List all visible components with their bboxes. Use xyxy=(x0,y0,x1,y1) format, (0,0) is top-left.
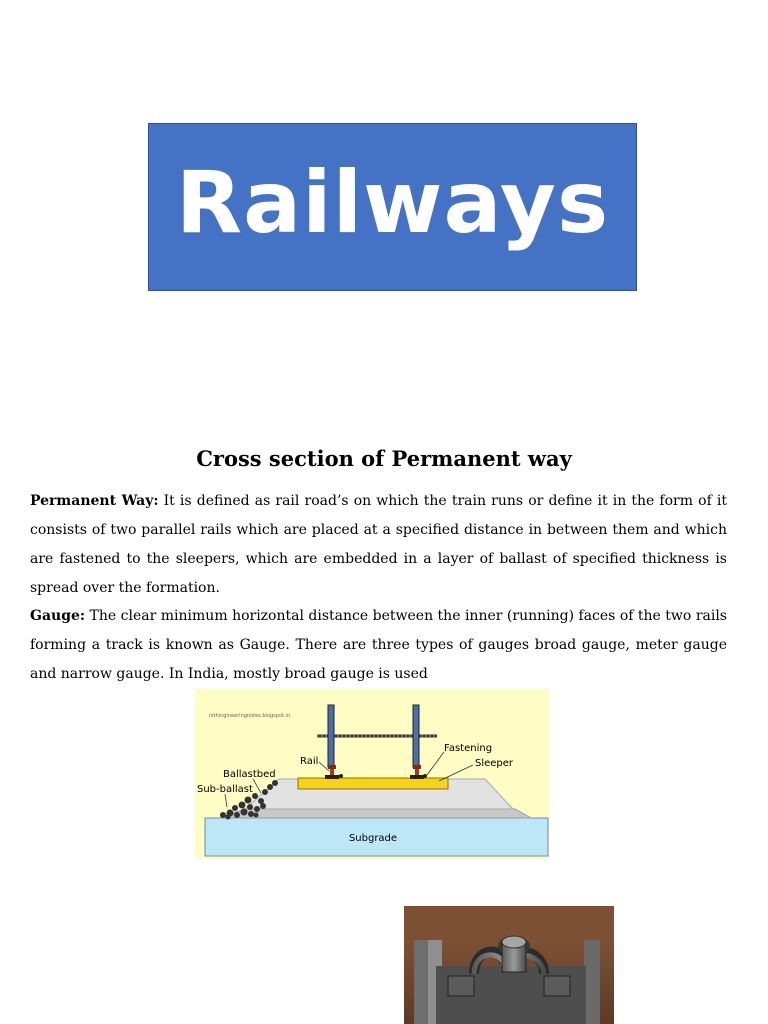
subgrade-label: Subgrade xyxy=(348,833,398,844)
sleeper xyxy=(298,778,448,789)
right-fastening xyxy=(423,774,427,778)
fastening-label: Fastening xyxy=(444,743,493,754)
definition-gauge: The clear minimum horizontal distance between the inner (running) faces of the two rails forming a track is known as Gauge. There are three types of gauges broad gauge, meter gauge and narrow gauge. In India, mostly broad gauge is used xyxy=(30,608,727,682)
sub-ballast-label: Sub-ballast xyxy=(197,784,253,795)
sleeper-label: Sleeper xyxy=(475,758,514,769)
sub-ballast-layer xyxy=(219,809,531,818)
rail-fastening-photo xyxy=(404,906,614,1024)
term-gauge: Gauge: xyxy=(30,608,86,624)
right-wheel xyxy=(413,705,419,767)
paragraph-gauge xyxy=(30,602,727,689)
page-title: Railways xyxy=(175,153,610,253)
term-permanent-way: Permanent Way: xyxy=(30,493,159,509)
paragraph-permanent-way xyxy=(30,487,727,603)
diagram-watermark: nithingineeringnotes.blogspot.in xyxy=(209,713,291,719)
ballastbed-label: Ballastbed xyxy=(223,769,276,780)
title-banner xyxy=(148,123,637,291)
left-wheel xyxy=(328,705,334,767)
track-cross-section-diagram xyxy=(195,689,549,859)
left-fastening xyxy=(339,774,343,778)
rail-label: Rail xyxy=(300,756,319,767)
definition-permanent-way: It is defined as rail road’s on which the train runs or define it in the form of it consists of two parallel rails which are placed at a specified distance in between them and which are fastened to the sleepers, which are embedded in a layer of ballast of specified thickness is spread over the formation. xyxy=(30,493,727,596)
section-heading: Cross section of Permanent way xyxy=(196,446,572,471)
bolt-icon xyxy=(498,936,530,972)
